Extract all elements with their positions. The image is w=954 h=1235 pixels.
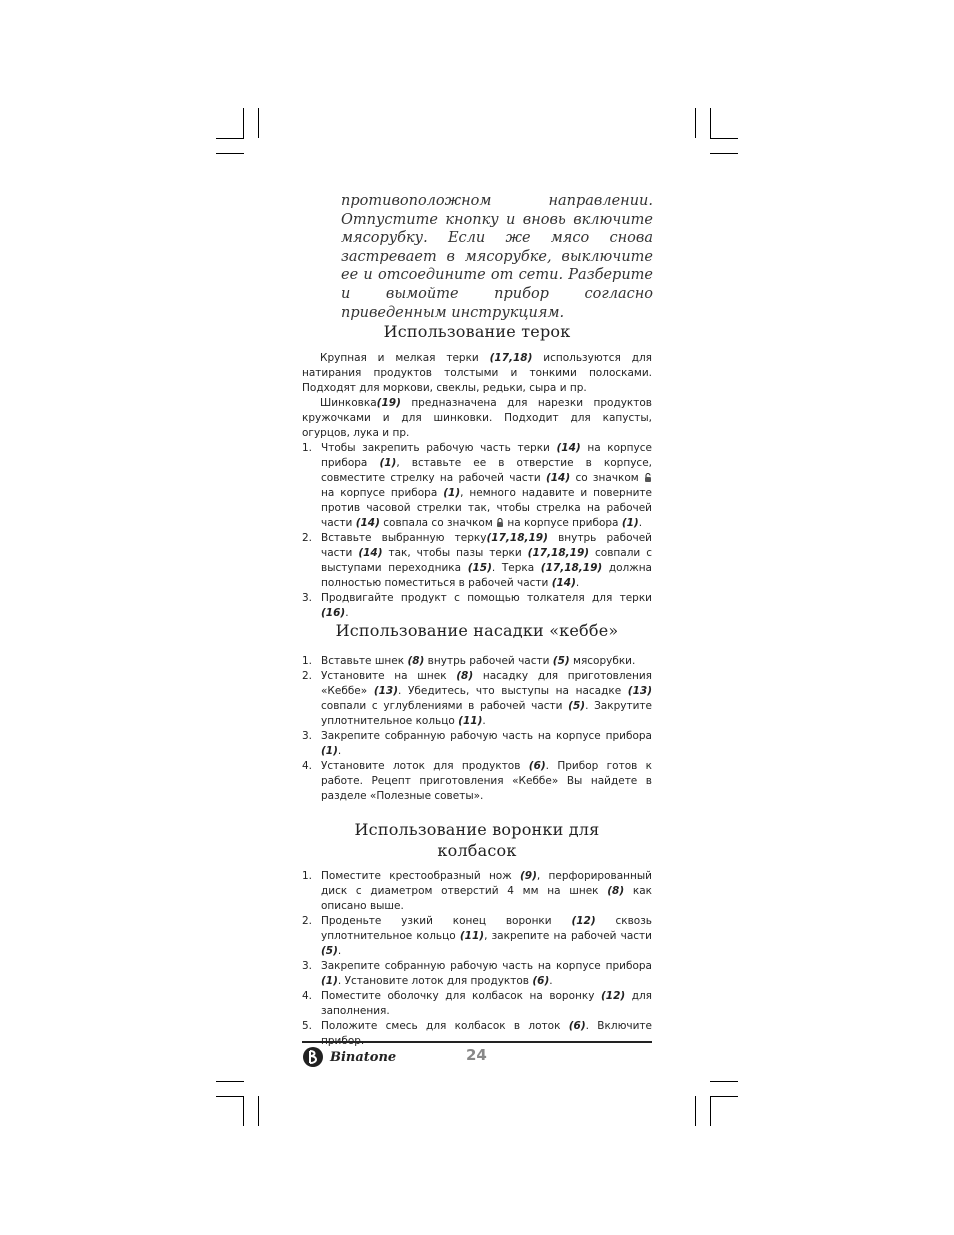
list-item: 4. Поместите оболочку для колбасок на воронку (12) для заполнения. <box>302 990 652 1017</box>
lock-icon <box>496 518 504 527</box>
crop-mark <box>243 108 244 138</box>
brand-logo <box>302 1046 396 1068</box>
crop-mark <box>243 1096 244 1126</box>
crop-mark <box>216 153 244 154</box>
kebbe-steps <box>302 654 652 804</box>
paragraph: Шинковка(19) предназначена для нарезки продуктов кружочками и для шинковки. Подходит для капусты, огурцов, лука и пр. <box>302 397 652 439</box>
intro-italic-note: противоположном направлении. Отпустите кнопку и вновь включите мясорубку. Если же мясо снова застревает в мясорубке, выключите ее и отсоедините от сети. Разберите и вымойте прибор согласно приведенным инструкциям. <box>341 193 653 321</box>
crop-mark <box>216 1081 244 1082</box>
list-item: 2. Проденьте узкий конец воронки (12) сквозь уплотнительное кольцо (11), закрепите на рабочей части (5). <box>302 915 653 957</box>
section-title-graters: Использование терок <box>383 322 571 341</box>
crop-mark <box>695 108 696 138</box>
crop-mark <box>216 1096 244 1097</box>
crop-mark <box>258 108 259 138</box>
section-title-kebbe: Использование насадки «кеббе» <box>335 621 619 640</box>
list-item: 3. Продвигайте продукт с помощью толкателя для терки (16). <box>302 592 652 619</box>
crop-mark <box>695 1096 696 1126</box>
paragraph: Крупная и мелкая терки (17,18) используются для натирания продуктов толстыми и тонкими полосками. Подходят для моркови, свеклы, редьки, сыра и пр. <box>302 352 652 394</box>
graters-intro <box>302 351 652 441</box>
section-title-sausage-funnel: Использование воронки для <box>354 820 600 839</box>
crop-mark <box>710 1096 711 1126</box>
page-number: 24 <box>466 1046 487 1064</box>
list-item: 1. Поместите крестообразный нож (9), перфорированный диск с диаметром отверстий 4 мм на шнек (8) как описано выше. <box>302 870 652 912</box>
crop-mark <box>258 1096 259 1126</box>
sausage-steps <box>302 869 652 1049</box>
crop-mark <box>216 138 244 139</box>
crop-mark <box>710 1096 738 1097</box>
unlock-icon <box>644 473 652 482</box>
graters-steps <box>302 441 652 621</box>
list-item: 1. Вставьте шнек (8) внутрь рабочей части (5) мясорубки. <box>302 655 636 667</box>
list-item: 3. Закрепите собранную рабочую часть на корпусе прибора (1). Установите лоток для продуктов (6). <box>302 960 652 987</box>
footer-rule <box>302 1041 652 1043</box>
list-item: 2. Вставьте выбранную терку(17,18,19) внутрь рабочей части (14) так, чтобы пазы терки (17,18,19) совпали с выступами переходника (15). Терка (17,18,19) должна полностью поместиться в рабочей части (14). <box>302 532 652 589</box>
list-item: 3. Закрепите собранную рабочую часть на корпусе прибора (1). <box>302 730 652 757</box>
crop-mark <box>710 153 738 154</box>
list-item: 1. Чтобы закрепить рабочую часть терки (14) на корпусе прибора (1), вставьте ее в отверстие в корпусе, совместите стрелку на рабочей части (14) со значком на корпусе прибора (1), немного надавите и поверните против часовой стрелки так, чтобы стрелка на рабочей части (14) совпала со значком на корпусе прибора (1). <box>302 442 652 529</box>
brand-name: Binatone <box>330 1049 397 1065</box>
crop-mark <box>710 138 738 139</box>
list-item: 4. Установите лоток для продуктов (6). Прибор готов к работе. Рецепт приготовления «Кеббе» Вы найдете в разделе «Полезные советы». <box>302 760 652 802</box>
binatone-logo-icon <box>302 1046 328 1068</box>
list-item: 2. Установите на шнек (8) насадку для приготовления «Кеббе» (13). Убедитесь, что выступы на насадке (13) совпали с углублениями в рабочей части (5). Закрутите уплотнительное кольцо (11). <box>302 670 653 727</box>
crop-mark <box>710 1081 738 1082</box>
section-title-sausage-funnel-line2: колбасок <box>437 841 517 860</box>
list-item: 5. Положите смесь для колбасок в лоток (6). Включите <box>302 1020 653 1032</box>
crop-mark <box>710 108 711 138</box>
